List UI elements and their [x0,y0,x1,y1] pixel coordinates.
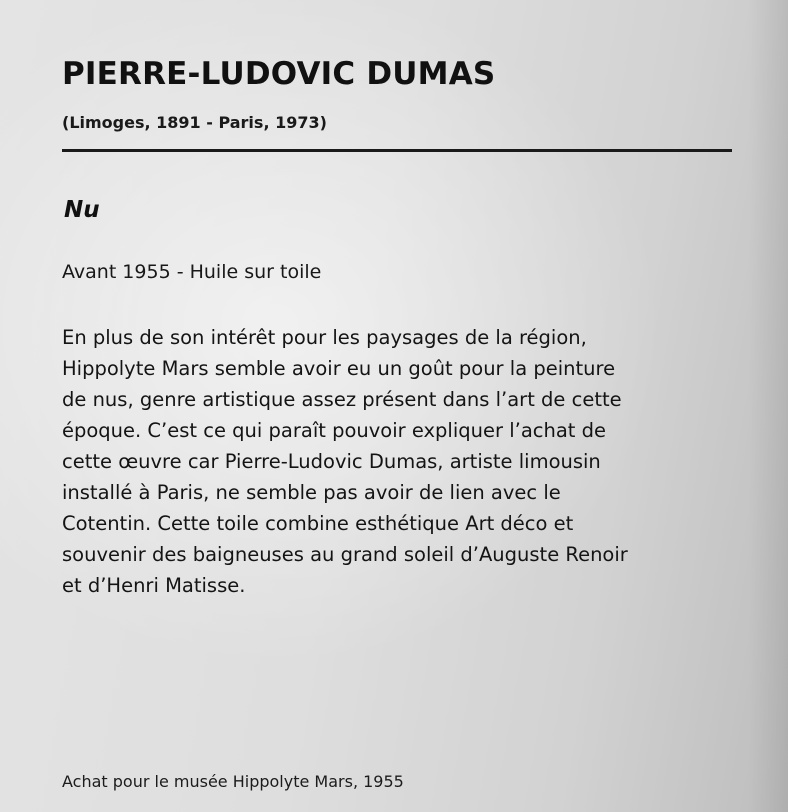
work-title: Nu [64,197,100,223]
work-date-medium: Avant 1955 - Huile sur toile [62,261,322,283]
artist-name: PIERRE-LUDOVIC DUMAS [62,56,496,92]
description-line: cette œuvre car Pierre-Ludovic Dumas, artiste limousin [62,450,601,473]
museum-label [62,0,752,812]
description-line: époque. C’est ce qui paraît pouvoir expliquer l’achat de [62,419,607,442]
description-line: Cotentin. Cette toile combine esthétique Art déco et [62,512,574,535]
acquisition-credit: Achat pour le musée Hippolyte Mars, 1955 [62,772,404,791]
description-line: souvenir des baigneuses au grand soleil d’Auguste Renoir [62,543,628,566]
description-line: et d’Henri Matisse. [62,574,246,597]
divider-rule [62,149,732,152]
description-text [62,322,752,601]
artist-dates: (Limoges, 1891 - Paris, 1973) [62,113,327,132]
description-line: installé à Paris, ne semble pas avoir de lien avec le [62,481,561,504]
description-line: de nus, genre artistique assez présent dans l’art de cette [62,388,622,411]
description-line: En plus de son intérêt pour les paysages de la région, [62,326,587,349]
description-line: Hippolyte Mars semble avoir eu un goût pour la peinture [62,357,616,380]
background-shade [748,0,788,812]
